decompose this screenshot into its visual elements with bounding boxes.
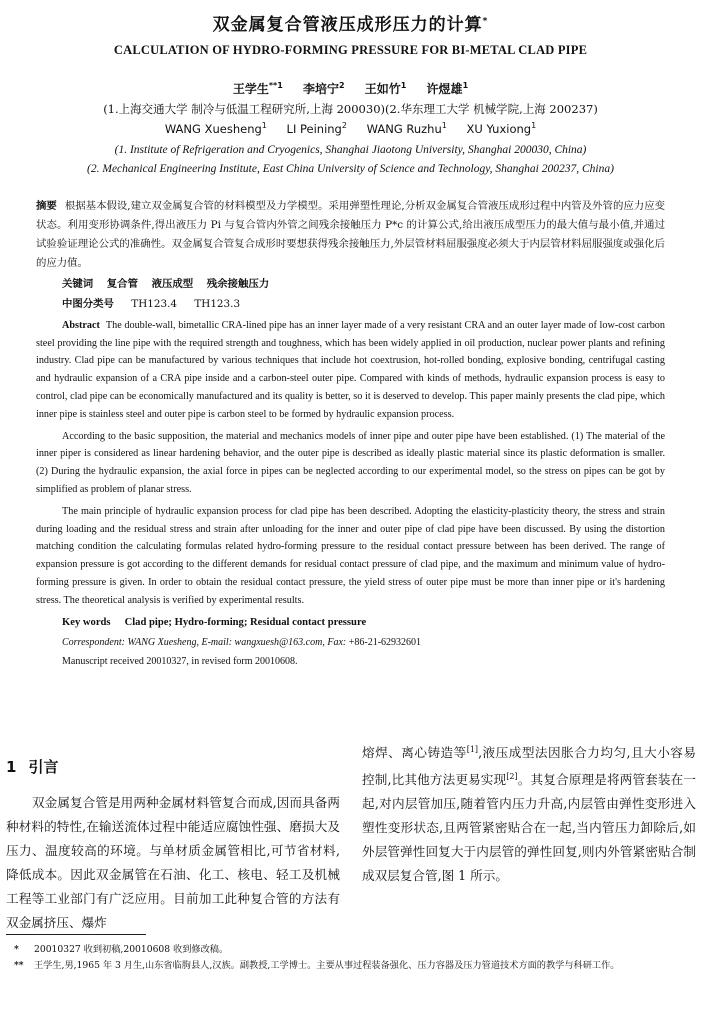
abstract-en <box>36 317 665 610</box>
author-en: WANG Ruzhu$^1$ <box>366 121 447 136</box>
author-en: XU Yuxiong$^1$ <box>466 121 537 136</box>
affiliation-en-1: (1. Institute of Refrigeration and Cryogenics, Shanghai Jiaotong University, Shanghai 200030, China) <box>114 143 587 156</box>
abstract-en-paragraph: According to the basic supposition, the material and mechanics models of inner pipe and outer pipe have been established. (1) The material of the inner piper is considered as linear hardening behavior, and the outer pipe is described as ideally plastic material since its plastic deformation is smaller. (2) During the hydraulic expansion, the axial force in pipes can be neglected according to our experimental model, so the stress on pipes can be got by simplified as problem of planar stress. <box>36 430 665 495</box>
author-en: LI Peining$^2$ <box>286 121 347 136</box>
title-cn-text: 双金属复合管液压成形压力的计算 <box>212 15 483 35</box>
affiliation-en-2: (2. Mechanical Engineering Institute, East China University of Science and Technology, Shanghai 200237, China) <box>87 162 614 175</box>
citation-ref: [1] <box>466 745 479 754</box>
keywords-en-label: Key words <box>62 616 111 628</box>
keywords-cn <box>62 275 701 293</box>
author-en: WANG Xuesheng$^1$ <box>164 121 267 136</box>
intro-paragraph-right: 熔焊、离心铸造等[1],液压成型法因胀合力均匀,且大小容易控制,比其他方法更易实现[2]。其复合原理是将两管套装在一起,对内层管加压,随着管内压力升高,内层管由弹性变形进入塑性变形状态,且两管紧密贴合在一起,当内管压力卸除后,如外层管弹性回复大于内层管的弹性回复,则内外管紧密贴合制成双层复合管,图 1 所示。 <box>362 745 696 884</box>
abstract-en-label: Abstract <box>62 319 100 331</box>
authors-cn <box>0 80 701 97</box>
affiliation-en <box>0 141 701 179</box>
keyword-cn: 残余接触压力 <box>206 277 270 290</box>
footnote-rule <box>6 934 146 935</box>
abstract-cn-label: 摘要 <box>36 199 57 212</box>
left-column <box>6 738 340 935</box>
author-cn: 王如竹$^1$ <box>364 81 407 96</box>
keyword-cn: 复合管 <box>106 277 138 290</box>
authors-en <box>0 121 701 136</box>
keyword-cn: 液压成型 <box>151 277 194 290</box>
classification-code: TH123.3 <box>194 297 241 310</box>
keywords-en <box>62 614 701 632</box>
abstract-en-paragraph: Abstract The double-wall, bimetallic CRA-lined pipe has an inner layer made of a very resistant CRA and an outer layer made of low-cost carbon steel providing the line pipe with the required strength and toughness, which has been widely applied in oil production, nuclear power plants and refining industry. Clad pipe can be manufactured by various techniques that include hot coextrusion, hot-rolled bonding, explosive bonding, centrifugal casting and hydraulic expansion of a CRA pipe inside and a carbon-steel outer pipe. Compared with kinds of methods, hydraulic expansion process is easy to control, clad pipe can be economically manufactured and its quality is better, so it is deserved to develop. This paper mainly presents the clad pipe, which inner pipe is stainless steel and outer pipe is carbon steel to be formed by hydraulic expansion process. <box>36 319 665 420</box>
keywords-cn-label: 关键词 <box>62 277 94 290</box>
paper-title-cn <box>0 10 701 35</box>
affiliation-cn: (1.上海交通大学 制冷与低温工程研究所,上海 200030)(2.华东理工大学 机械学院,上海 200237) <box>103 102 598 116</box>
keywords-en-text: Clad pipe; Hydro-forming; Residual contact pressure <box>124 616 367 628</box>
intro-paragraph-left: 双金属复合管是用两种金属材料管复合而成,因而具备两种材料的特性,在输送流体过程中能适应腐蚀性强、磨损大及压力、温度较高的环境。与单材质金属管相比,可节省材料,降低成本。因此双金属管在石油、化工、核电、轻工及机械工程等工业部门有广泛应用。目前加工此种复合管的方法有双金属挤压、爆炸 <box>6 795 340 930</box>
author-cn: 王学生$^{**1}$ <box>232 81 283 96</box>
footnote: ** 王学生,男,1965 年 3 月生,山东省临朐县人,汉族。副教授,工学博士。主要从事过程装备强化、压力容器及压力管道技术方面的教学与科研工作。 <box>14 960 620 971</box>
author-cn: 许煜雄$^1$ <box>426 81 469 96</box>
abstract-en-paragraph: The main principle of hydraulic expansion process for clad pipe has been described. Adopting the elasticity-plasticity theory, the stress and strain during loading and the residual stress and strain after unloading for the inner and outer pipe of clad pipe have been discussed. By using the distortion matching condition the calculating formulas related hydro-forming pressure to the residual contact pressure between has been derived. The range of expansion pressure is got according to the different demands for residual contact pressure of clad pipe, and the maximum and minimum value of hydro-forming pressure is given. In order to obtain the residual contact pressure, the yield stress of outer pipe must be more than inner pipe or it's hardening stress. The theoretical analysis is verified by experimental results. <box>36 505 665 606</box>
section-heading: 1 引言 <box>6 758 59 776</box>
classification-code: TH123.4 <box>131 297 178 310</box>
paper-title-en: CALCULATION OF HYDRO-FORMING PRESSURE FOR BI-METAL CLAD PIPE <box>113 43 588 57</box>
title-footnote-mark: * <box>482 16 489 27</box>
footnotes <box>14 942 694 974</box>
author-cn: 李培宁$^2$ <box>302 81 345 96</box>
footnote: * 20010327 收到初稿,20010608 收到修改稿。 <box>14 944 229 955</box>
body-columns <box>0 738 701 930</box>
classification-label: 中图分类号 <box>62 297 114 310</box>
abstract-cn-text: 根据基本假设,建立双金属复合管的材料模型及力学模型。采用弹塑性理论,分析双金属复合管液压成形过程中内管及外管的应力应变状态。利用变形协调条件,得出液压力 Pi 与复合管内外管之间残余接触压力 P*c 的计算公式,给出液压成型压力的最大值与最小值,并通过试验验证理论公式的准确性。双金属复合管复合成形时要想获得残余接触压力,外层管材料屈服强度必须大于内层管材料屈服强度或强化后的应力值。 <box>36 199 665 269</box>
right-column <box>362 738 696 888</box>
correspondent-line: Correspondent: WANG Xuesheng, E-mail: wangxuesh@163.com, Fax: +86-21-62932601 <box>62 636 422 648</box>
citation-ref: [2] <box>506 772 518 782</box>
classification-line <box>62 295 701 313</box>
manuscript-dates: Manuscript received 20010327, in revised form 20010608. <box>62 655 298 667</box>
abstract-cn <box>36 197 665 273</box>
